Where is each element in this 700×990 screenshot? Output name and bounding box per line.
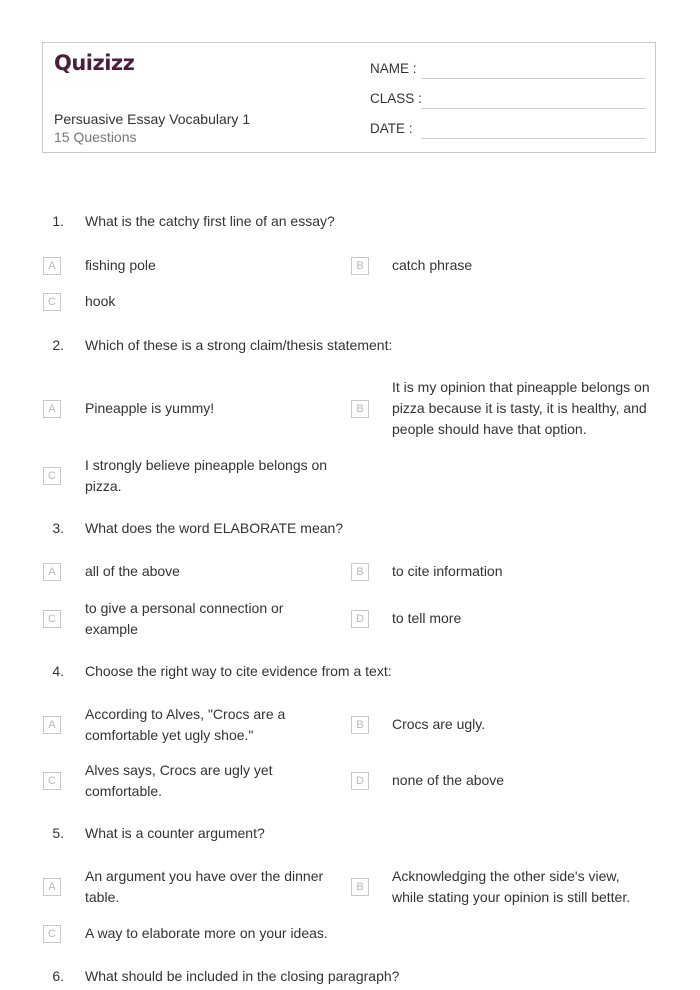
- option-letter-box: D: [351, 610, 369, 628]
- option-text: none of the above: [392, 772, 505, 788]
- option-letter-box: C: [43, 925, 61, 943]
- option-letter-box: B: [351, 400, 369, 418]
- class-label: CLASS :: [370, 91, 422, 106]
- option-letter-box: B: [351, 716, 369, 734]
- option-text: Pineapple is yummy!: [85, 400, 215, 416]
- worksheet-title: Persuasive Essay Vocabulary 1: [54, 111, 251, 127]
- option-text: fishing pole: [85, 257, 156, 273]
- option-letter-box: B: [351, 563, 369, 581]
- question-number: 4.: [52, 663, 64, 679]
- option-letter-box: A: [43, 400, 61, 418]
- option-letter-box: C: [43, 293, 61, 311]
- option-letter-box: A: [43, 878, 61, 896]
- option-letter-box: C: [43, 610, 61, 628]
- name-line: [421, 78, 646, 79]
- option-letter-box: B: [351, 257, 369, 275]
- option-text: to tell more: [392, 610, 462, 626]
- option-text: It is my opinion that pineapple belongs on pizza because it is tasty, it is healthy, and people should have that option.: [392, 379, 650, 437]
- class-line: [421, 108, 646, 109]
- question-number: 6.: [52, 968, 64, 984]
- option-letter-box: C: [43, 772, 61, 790]
- option-text: hook: [85, 293, 116, 309]
- option-text: I strongly believe pineapple belongs on pizza.: [85, 457, 328, 494]
- question-number: 1.: [52, 213, 64, 229]
- worksheet-header: [42, 42, 656, 153]
- option-text: catch phrase: [392, 257, 473, 273]
- option-text: Crocs are ugly.: [392, 716, 486, 732]
- name-label: NAME :: [370, 61, 417, 76]
- option-text: to give a personal connection or example: [85, 600, 284, 637]
- question-text: What is a counter argument?: [85, 825, 265, 841]
- date-line: [421, 138, 646, 139]
- option-text: An argument you have over the dinner table.: [85, 868, 324, 905]
- question-text: Choose the right way to cite evidence from a text:: [85, 663, 392, 679]
- option-text: to cite information: [392, 563, 503, 579]
- option-text: According to Alves, "Crocs are a comfortable yet ugly shoe.": [85, 706, 286, 743]
- question-count: 15 Questions: [54, 129, 137, 145]
- option-letter-box: A: [43, 563, 61, 581]
- option-letter-box: C: [43, 467, 61, 485]
- option-letter-box: A: [43, 716, 61, 734]
- question-text: What does the word ELABORATE mean?: [85, 520, 344, 536]
- quizizz-logo: Quizizz: [54, 51, 135, 75]
- question-number: 5.: [52, 825, 64, 841]
- option-text: Acknowledging the other side's view, while stating your opinion is still better.: [392, 868, 631, 905]
- date-label: DATE :: [370, 121, 413, 136]
- question-number: 3.: [52, 520, 64, 536]
- option-text: all of the above: [85, 563, 180, 579]
- question-text: What is the catchy first line of an essay?: [85, 213, 335, 229]
- question-text: What should be included in the closing paragraph?: [85, 968, 400, 984]
- option-text: A way to elaborate more on your ideas.: [85, 925, 328, 941]
- option-letter-box: D: [351, 772, 369, 790]
- question-text: Which of these is a strong claim/thesis statement:: [85, 337, 393, 353]
- option-letter-box: A: [43, 257, 61, 275]
- option-letter-box: B: [351, 878, 369, 896]
- option-text: Alves says, Crocs are ugly yet comfortable.: [85, 762, 273, 799]
- question-number: 2.: [52, 337, 64, 353]
